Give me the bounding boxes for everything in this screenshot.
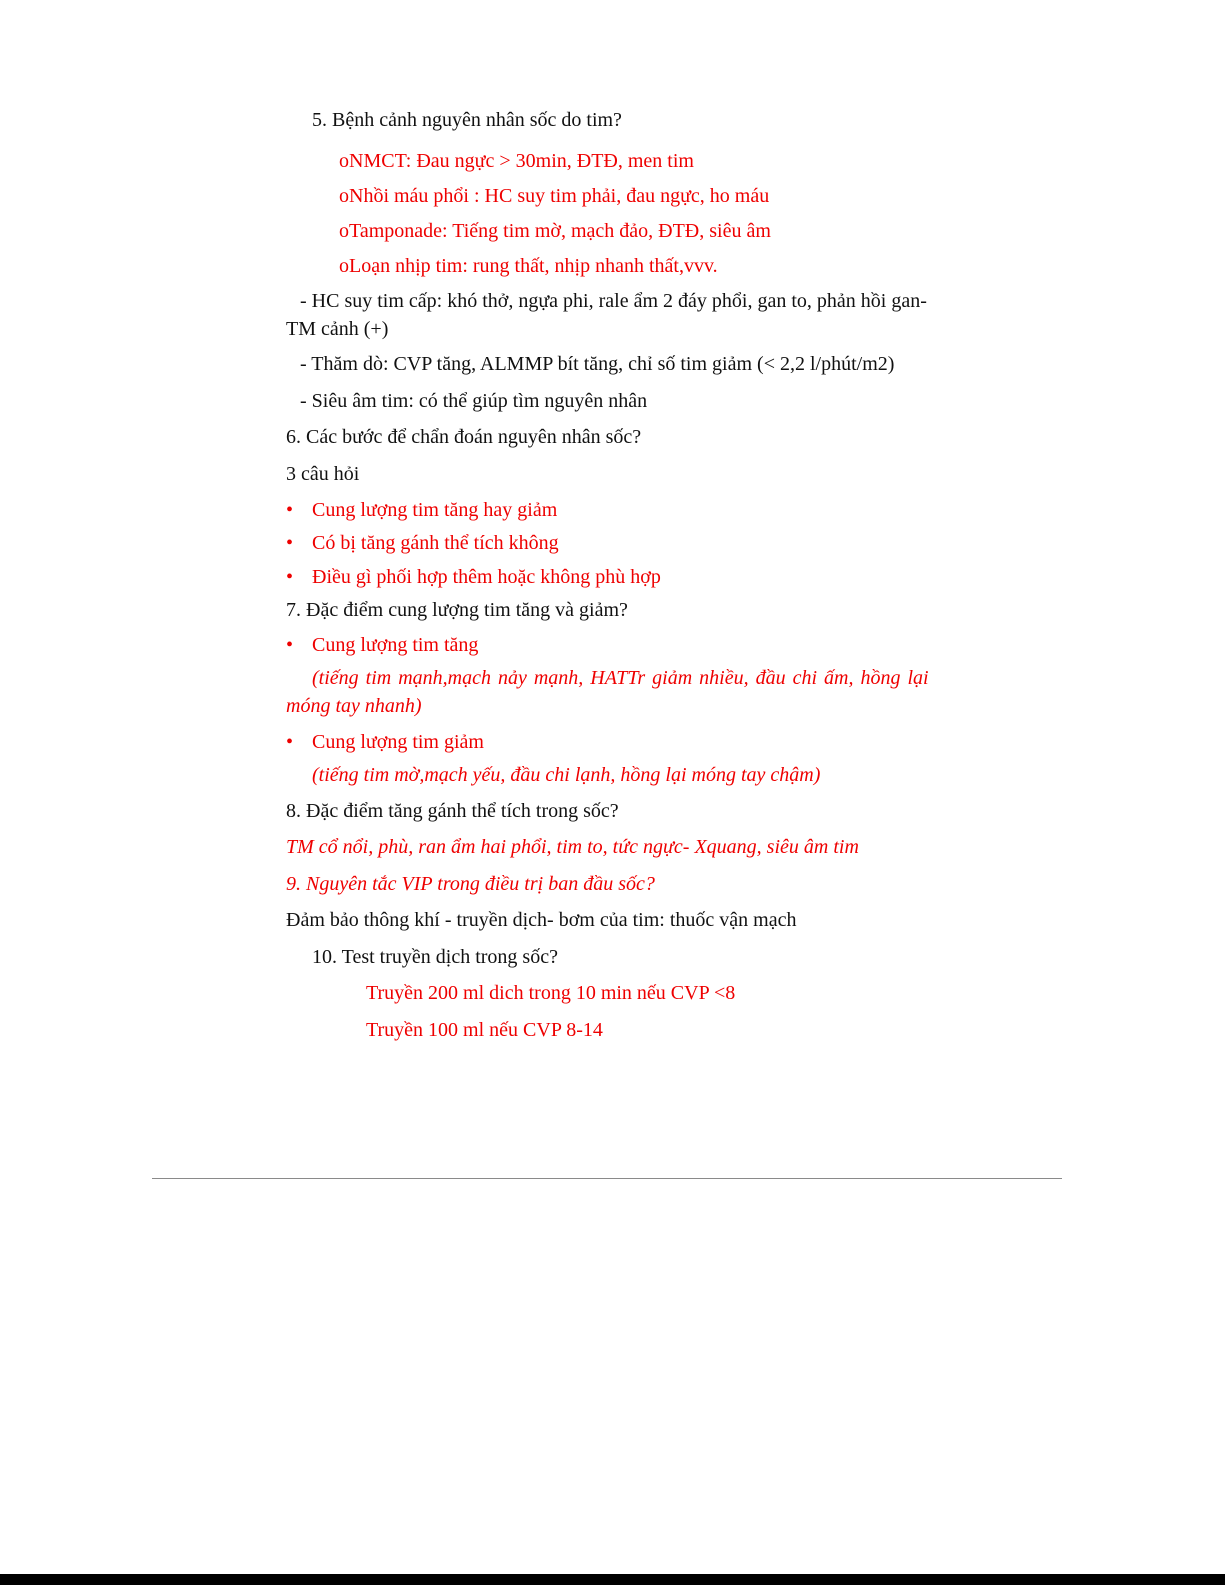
q6-intro: 3 câu hỏi [286, 463, 360, 485]
q5-cause-tamponade [339, 218, 771, 244]
page-divider [152, 1178, 1062, 1179]
cause-text: Loạn nhịp tim: rung thất, nhịp nhanh thất,vvv. [349, 255, 718, 277]
q9-heading: 9. Nguyên tắc VIP trong điều trị ban đầu sốc? [286, 873, 655, 895]
q5-heading: 5. Bệnh cảnh nguyên nhân sốc do tim? [312, 109, 622, 131]
q5-cause-loan-nhip [339, 253, 718, 279]
q6-item-1: Cung lượng tim tăng hay giảm [312, 499, 558, 521]
circle-bullet-icon: o [339, 255, 349, 277]
q10-line-1: Truyền 200 ml dich trong 10 min nếu CVP <8 [366, 982, 736, 1004]
q7-heading: 7. Đặc điểm cung lượng tim tăng và giảm? [286, 599, 628, 621]
circle-bullet-icon: o [339, 220, 349, 242]
q8-heading: 8. Đặc điểm tăng gánh thể tích trong sốc? [286, 800, 619, 822]
q5-sieu-am: - Siêu âm tim: có thể giúp tìm nguyên nhân [300, 390, 648, 412]
bullet-icon: • [286, 566, 294, 588]
q5-cause-nhoi-mau-phoi [339, 183, 769, 209]
q10-heading: 10. Test truyền dịch trong sốc? [312, 946, 558, 968]
bullet-icon: • [286, 532, 294, 554]
cause-text: NMCT: Đau ngực > 30min, ĐTĐ, men tim [349, 150, 694, 172]
q7-tang-detail-line2: móng tay nhanh) [286, 695, 422, 717]
q6-heading: 6. Các bước để chẩn đoán nguyên nhân sốc? [286, 426, 642, 448]
bullet-icon: • [286, 499, 294, 521]
q6-item-3: Điều gì phối hợp thêm hoặc không phù hợp [312, 566, 661, 588]
q7-giam-label: Cung lượng tim giảm [312, 731, 484, 753]
q6-item-2: Có bị tăng gánh thể tích không [312, 532, 559, 554]
cause-text: Nhồi máu phổi : HC suy tim phải, đau ngực, ho máu [349, 185, 770, 207]
q5-hc-suy-tim-line2: TM cảnh (+) [286, 318, 389, 340]
q7-giam-detail: (tiếng tim mờ,mạch yếu, đầu chi lạnh, hồng lại móng tay chậm) [312, 764, 821, 786]
circle-bullet-icon: o [339, 185, 349, 207]
q5-hc-suy-tim-line1: - HC suy tim cấp: khó thở, ngựa phi, rale ẩm 2 đáy phổi, gan to, phản hồi gan- [300, 290, 927, 312]
q5-cause-nmct [339, 148, 694, 174]
circle-bullet-icon: o [339, 150, 349, 172]
bullet-icon: • [286, 634, 294, 656]
q8-answer: TM cổ nổi, phù, ran ẩm hai phổi, tim to, tức ngực- Xquang, siêu âm tim [286, 836, 859, 858]
q7-tang-detail-line1: (tiếng tim mạnh,mạch nảy mạnh, HATTr giảm nhiều, đầu chi ấm, hồng lại [312, 667, 929, 689]
bottom-edge-bar [0, 1574, 1225, 1585]
q9-answer: Đảm bảo thông khí - truyền dịch- bơm của tim: thuốc vận mạch [286, 909, 797, 931]
cause-text: Tamponade: Tiếng tim mờ, mạch đảo, ĐTĐ, siêu âm [349, 220, 771, 242]
bullet-icon: • [286, 731, 294, 753]
q10-line-2: Truyền 100 ml nếu CVP 8-14 [366, 1019, 603, 1041]
q5-tham-do: - Thăm dò: CVP tăng, ALMMP bít tăng, chỉ số tim giảm (< 2,2 l/phút/m2) [300, 353, 895, 375]
q7-tang-label: Cung lượng tim tăng [312, 634, 479, 656]
